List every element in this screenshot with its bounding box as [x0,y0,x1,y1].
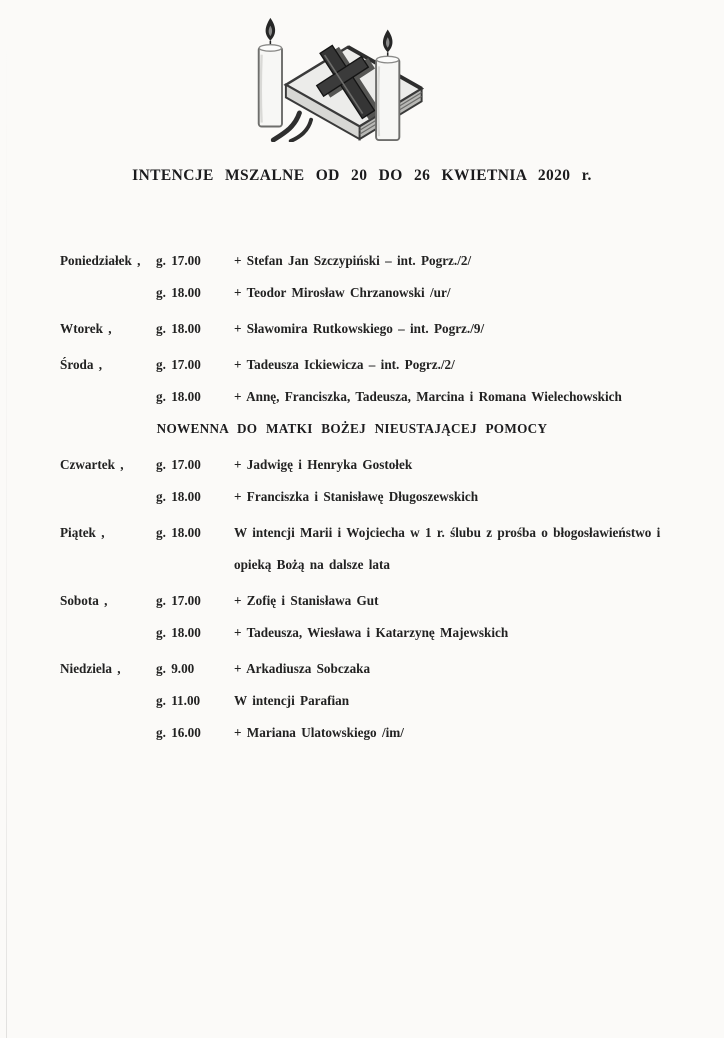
schedule-row [60,355,714,375]
schedule-row [60,723,714,743]
right-candle-icon [376,30,399,141]
header-illustration [230,14,462,147]
intention-text: + Arkadiusza Sobczaka [234,661,371,676]
time-label: g. 18.00 [156,389,201,404]
time-label [156,555,234,575]
intention-text: + Jadwigę i Henryka Gostołek [234,457,413,472]
day-label: Poniedziałek , [60,253,141,268]
schedule-row [60,319,714,339]
time-label: g. 16.00 [156,725,201,740]
schedule-row [60,387,714,407]
scanned-document-page [0,14,724,1038]
schedule-row [60,659,714,679]
day-label: Wtorek , [60,321,112,336]
time-label: g. 17.00 [156,457,201,472]
schedule-row [60,591,714,611]
day-label: Sobota , [60,593,108,608]
day-label: Środa , [60,357,103,372]
day-label [60,723,156,743]
time-label: g. 17.00 [156,253,201,268]
intention-text: + Stefan Jan Szczypiński – int. Pogrz./2/ [234,253,472,268]
scan-edge-artifact [6,14,7,1038]
time-label: g. 18.00 [156,525,201,540]
intention-text: + Zofię i Stanisława Gut [234,593,379,608]
day-label: Piątek , [60,525,105,540]
day-label [60,623,156,643]
day-label [60,283,156,303]
schedule-row [60,523,714,543]
schedule-row [60,283,714,303]
time-label: g. 17.00 [156,357,201,372]
time-label: g. 9.00 [156,661,195,676]
intention-text: W intencji Parafian [234,693,350,708]
intention-text: + Annę, Franciszka, Tadeusza, Marcina i Romana Wielechowskich [234,389,622,404]
day-label [60,487,156,507]
schedule-row [60,623,714,643]
intention-text: W intencji Marii i Wojciecha w 1 r. ślubu z prośba o błogosławieństwo i [234,525,661,540]
candles-book-cross-illustration [230,14,462,142]
page-title: INTENCJE MSZALNE OD 20 DO 26 KWIETNIA 2020 r. [132,167,592,184]
schedule-row [60,251,714,271]
day-label [60,387,156,407]
time-label: g. 18.00 [156,321,201,336]
novena-note: NOWENNA DO MATKI BOŻEJ NIEUSTAJĄCEJ POMOCY [156,421,548,436]
intention-text: + Tadeusza Ickiewicza – int. Pogrz./2/ [234,357,455,372]
time-label: g. 11.00 [156,693,201,708]
schedule-row [60,691,714,711]
day-label [60,555,156,575]
day-label [60,691,156,711]
left-candle-icon [259,18,282,127]
schedule-row [60,455,714,475]
intention-text: + Teodor Mirosław Chrzanowski /ur/ [234,285,451,300]
time-label: g. 18.00 [156,285,201,300]
time-label: g. 17.00 [156,593,201,608]
intention-text: + Tadeusza, Wiesława i Katarzynę Majewskich [234,625,509,640]
intention-text: + Sławomira Rutkowskiego – int. Pogrz./9/ [234,321,485,336]
day-label: Czwartek , [60,457,124,472]
time-label: g. 18.00 [156,625,201,640]
intention-text: opieką Bożą na dalsze lata [234,557,390,572]
schedule [0,251,724,743]
intention-text: + Franciszka i Stanisławę Długoszewskich [234,489,479,504]
day-label: Niedziela , [60,661,121,676]
schedule-row [60,487,714,507]
time-label: g. 18.00 [156,489,201,504]
schedule-row [60,555,714,575]
intention-text: + Mariana Ulatowskiego /im/ [234,725,404,740]
